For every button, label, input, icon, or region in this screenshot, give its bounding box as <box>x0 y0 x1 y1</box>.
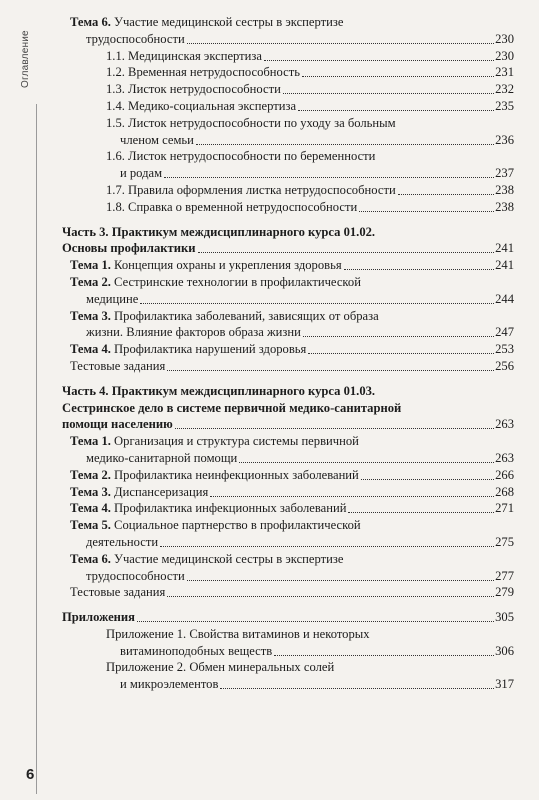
toc-entry[interactable] <box>62 115 514 132</box>
section-gap <box>62 216 514 224</box>
dot-leader <box>359 210 494 212</box>
toc-entry-heading: Основы профилактики <box>62 241 196 256</box>
toc-entry-text: 1.2. Временная нетрудоспособность <box>106 65 300 80</box>
dot-leader <box>140 302 494 304</box>
toc-entry[interactable] <box>62 199 514 216</box>
toc-entry-text: медико-санитарной помощи <box>86 450 238 465</box>
dot-leader <box>196 143 494 145</box>
toc-entry-text: деятельности <box>86 534 159 549</box>
toc-entry-title <box>106 148 375 164</box>
toc-entry-title <box>70 433 359 449</box>
toc-entry-heading: Тема 2. <box>70 467 111 482</box>
toc-page-number: 277 <box>495 568 514 583</box>
toc-entry-title <box>120 165 162 181</box>
toc-page-number: 230 <box>495 31 514 46</box>
toc-entry[interactable] <box>62 358 514 375</box>
toc-entry[interactable] <box>62 81 514 98</box>
toc-entry-heading: Приложения <box>62 610 135 625</box>
dot-leader <box>302 75 494 77</box>
toc-entry-text: Приложение 1. Свойства витаминов и некоторых <box>106 626 370 641</box>
toc-entry[interactable] <box>62 14 514 31</box>
toc-entry-title <box>106 64 300 80</box>
dot-leader <box>198 251 495 253</box>
toc-entry[interactable] <box>62 291 514 308</box>
toc-entry-heading: помощи населению <box>62 417 173 432</box>
toc-page-number: 247 <box>495 325 514 340</box>
side-divider <box>36 104 37 794</box>
section-gap <box>62 375 514 383</box>
toc-entry-title <box>70 14 343 30</box>
toc-entry-heading: Тема 6. <box>70 15 111 29</box>
dot-leader <box>298 109 494 111</box>
toc-entry[interactable] <box>62 64 514 81</box>
toc-entry-text: Тестовые задания <box>70 358 166 373</box>
dot-leader <box>283 92 494 94</box>
toc-page-number: 253 <box>495 342 514 357</box>
toc-entry[interactable] <box>62 534 514 551</box>
toc-entry[interactable] <box>62 324 514 341</box>
toc-page-number: 238 <box>495 199 514 214</box>
toc-page-number: 236 <box>495 132 514 147</box>
toc-entry-text: витаминоподобных веществ <box>120 643 273 658</box>
toc-entry-title <box>86 450 237 466</box>
toc-entry-title <box>106 115 396 131</box>
dot-leader <box>175 427 494 429</box>
toc-entry[interactable] <box>62 467 514 484</box>
toc-entry-title <box>70 358 165 374</box>
toc-entry-title <box>86 534 158 550</box>
dot-leader <box>303 335 494 337</box>
toc-page-number: 256 <box>495 358 514 373</box>
toc-entry[interactable] <box>62 450 514 467</box>
dot-leader <box>239 461 494 463</box>
toc-entry[interactable] <box>62 383 514 400</box>
toc-entry-heading: Тема 3. <box>70 484 111 499</box>
toc-entry-title <box>62 383 375 399</box>
toc-entry[interactable] <box>62 643 514 660</box>
toc-entry-text: 1.7. Правила оформления листка нетрудоспособности <box>106 182 396 197</box>
toc-entry-title <box>120 676 218 692</box>
toc-page-number: 231 <box>495 65 514 80</box>
toc-entry[interactable] <box>62 224 514 241</box>
toc-entry-heading: Тема 5. <box>70 518 111 533</box>
toc-page-number: 244 <box>495 291 514 306</box>
toc-entry[interactable] <box>62 274 514 291</box>
toc-entry-title <box>62 224 375 240</box>
toc-entry[interactable] <box>62 48 514 65</box>
toc-entry-title <box>106 48 262 64</box>
toc-entry-text: 1.5. Листок нетрудоспособности по уходу за больным <box>106 115 396 130</box>
toc-entry[interactable] <box>62 400 514 417</box>
toc-entry-text: Профилактика инфекционных заболеваний <box>110 501 347 516</box>
toc-entry-text: Диспансеризация <box>110 484 209 499</box>
toc-entry-text: Сестринские технологии в профилактической <box>110 274 361 289</box>
toc-entry-text: Участие медицинской сестры в экспертизе <box>110 551 344 566</box>
toc-page-number: 306 <box>495 643 514 658</box>
dot-leader <box>220 687 494 689</box>
toc-entry-title <box>86 324 301 340</box>
toc-entry-title <box>86 291 138 307</box>
toc-entry[interactable] <box>62 626 514 643</box>
toc-entry[interactable] <box>62 433 514 450</box>
dot-leader <box>264 59 494 61</box>
toc-entry-text: 1.4. Медико-социальная экспертиза <box>106 98 297 113</box>
toc-entry-title <box>120 643 272 659</box>
dot-leader <box>308 352 494 354</box>
toc-page-number: 275 <box>495 534 514 549</box>
dot-leader <box>344 268 494 270</box>
toc-page-number: 235 <box>495 98 514 113</box>
toc-page-number: 230 <box>495 48 514 63</box>
section-label: Оглавление <box>20 30 31 88</box>
toc-entry-heading: Тема 4. <box>70 342 111 357</box>
toc-entry[interactable] <box>62 182 514 199</box>
toc-entry[interactable] <box>62 609 514 626</box>
dot-leader <box>160 545 494 547</box>
toc-entry-text: Профилактика заболеваний, зависящих от образа <box>110 308 379 323</box>
toc-entry-heading: Часть 3. Практикум междисциплинарного курса 01.02. <box>62 224 376 239</box>
toc-page-number: 268 <box>495 484 514 499</box>
toc-entry[interactable] <box>62 148 514 165</box>
toc-page-number: 241 <box>495 258 514 273</box>
toc-entry-text: 1.1. Медицинская экспертиза <box>106 48 262 63</box>
toc-page-number: 305 <box>495 610 514 625</box>
page-number: 6 <box>26 766 35 783</box>
toc-entry-title <box>106 98 296 114</box>
toc-entry-title <box>70 584 165 600</box>
dot-leader <box>164 176 494 178</box>
toc-page-number: 279 <box>495 585 514 600</box>
toc-entry[interactable] <box>62 165 514 182</box>
dot-leader <box>398 193 494 195</box>
toc-page-number: 263 <box>495 417 514 432</box>
toc-entry-title <box>86 31 185 47</box>
toc-entry-text: и родам <box>120 166 163 181</box>
toc-entry-text: Организация и структура системы первичной <box>110 434 359 449</box>
toc-entry-title <box>70 484 208 500</box>
toc-entry-heading: Тема 1. <box>70 258 111 273</box>
toc-entry-title <box>62 400 401 416</box>
toc-entry-title <box>106 182 396 198</box>
toc-entry-title <box>106 81 281 97</box>
toc-entry-text: трудоспособности <box>86 568 185 583</box>
toc-entry-text: 1.8. Справка о временной нетрудоспособности <box>106 199 358 214</box>
toc-page-number: 263 <box>495 450 514 465</box>
toc-entry[interactable] <box>62 484 514 501</box>
toc-entry[interactable] <box>62 676 514 693</box>
toc-entry-heading: Тема 2. <box>70 274 111 289</box>
toc-page-number: 237 <box>495 166 514 181</box>
dot-leader <box>137 620 494 622</box>
toc-entry-text: Приложение 2. Обмен минеральных солей <box>106 660 335 675</box>
toc-page-number: 271 <box>495 501 514 516</box>
toc-page-number: 241 <box>495 241 514 256</box>
section-gap <box>62 601 514 609</box>
toc-entry-title <box>70 551 343 567</box>
toc-entry-title <box>70 308 379 324</box>
toc-entry-title <box>86 568 185 584</box>
toc-entry-text: и микроэлементов <box>120 677 219 692</box>
toc-entry-text: Профилактика нарушений здоровья <box>110 342 307 357</box>
toc-entry-title <box>70 257 342 273</box>
side-tab <box>0 0 52 800</box>
toc-page-number: 238 <box>495 182 514 197</box>
toc-entry-heading: Тема 6. <box>70 551 111 566</box>
toc-page-number: 266 <box>495 467 514 482</box>
toc-entry[interactable] <box>62 132 514 149</box>
toc-entry-title <box>70 500 346 516</box>
toc-page-number: 317 <box>495 677 514 692</box>
toc-entry[interactable] <box>62 568 514 585</box>
toc-entry[interactable] <box>62 341 514 358</box>
toc-entry-text: Тестовые задания <box>70 585 166 600</box>
toc-entry-title <box>106 199 357 215</box>
toc-entry-text: жизни. Влияние факторов образа жизни <box>86 325 301 340</box>
toc-entry[interactable] <box>62 584 514 601</box>
toc-entry-title <box>106 659 334 675</box>
toc-entry-heading: Тема 4. <box>70 501 111 516</box>
dot-leader <box>348 511 494 513</box>
dot-leader <box>361 478 494 480</box>
toc-entry-text: Профилактика неинфекционных заболеваний <box>110 467 359 482</box>
toc-entry[interactable] <box>62 257 514 274</box>
toc-page-number: 232 <box>495 82 514 97</box>
toc-entry-heading: Сестринское дело в системе первичной медико-санитарной <box>62 400 402 415</box>
toc-entry[interactable] <box>62 240 514 257</box>
table-of-contents <box>62 14 514 693</box>
toc-entry-text: 1.6. Листок нетрудоспособности по беременности <box>106 149 376 164</box>
toc-entry-title <box>62 609 135 625</box>
toc-entry-heading: Часть 4. Практикум междисциплинарного курса 01.03. <box>62 383 376 398</box>
dot-leader <box>187 579 494 581</box>
toc-entry-title <box>70 274 361 290</box>
toc-entry-text: 1.3. Листок нетрудоспособности <box>106 82 281 97</box>
toc-entry-title <box>106 626 370 642</box>
toc-entry-title <box>62 416 173 432</box>
toc-entry[interactable] <box>62 308 514 325</box>
dot-leader <box>187 42 494 44</box>
toc-entry[interactable] <box>62 416 514 433</box>
toc-entry-text: членом семьи <box>120 132 194 147</box>
toc-entry-text: Социальное партнерство в профилактической <box>110 518 361 533</box>
toc-entry-heading: Тема 3. <box>70 308 111 323</box>
toc-entry[interactable] <box>62 517 514 534</box>
toc-entry-text: Участие медицинской сестры в экспертизе <box>110 15 344 29</box>
toc-entry-title <box>62 240 196 256</box>
toc-entry[interactable] <box>62 659 514 676</box>
toc-entry-heading: Тема 1. <box>70 434 111 449</box>
toc-entry-text: Концепция охраны и укрепления здоровья <box>110 258 342 273</box>
toc-entry-text: трудоспособности <box>86 31 185 46</box>
toc-entry-text: медицине <box>86 291 139 306</box>
toc-entry-title <box>120 132 194 148</box>
dot-leader <box>274 654 494 656</box>
toc-entry-title <box>70 467 359 483</box>
dot-leader <box>167 369 494 371</box>
toc-entry[interactable] <box>62 551 514 568</box>
toc-entry[interactable] <box>62 31 514 48</box>
toc-entry-title <box>70 517 361 533</box>
toc-entry-title <box>70 341 306 357</box>
dot-leader <box>167 595 494 597</box>
toc-entry[interactable] <box>62 98 514 115</box>
toc-entry[interactable] <box>62 500 514 517</box>
dot-leader <box>210 495 494 497</box>
